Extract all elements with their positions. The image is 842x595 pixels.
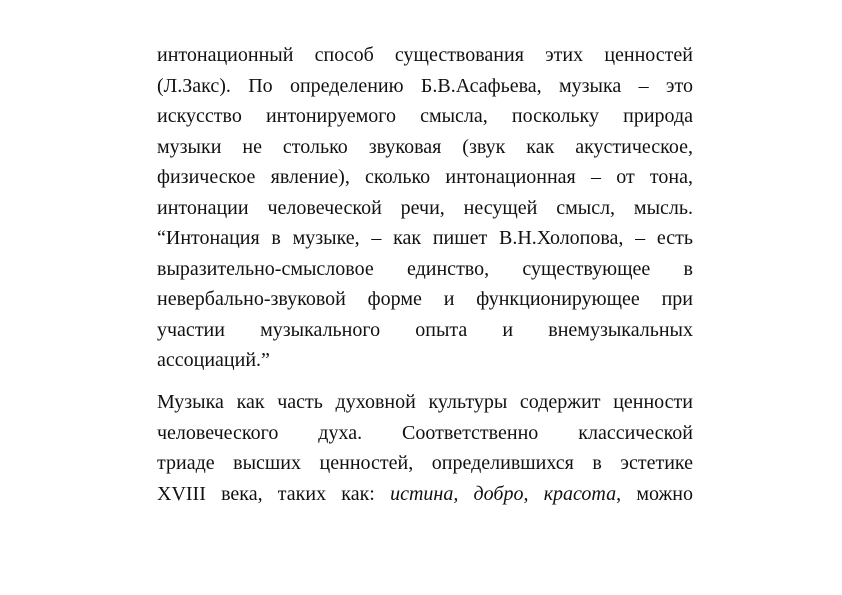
text-line: ассоциаций.” bbox=[157, 349, 270, 371]
text-line: интонации человеческой речи, несущей смысл, мысль. bbox=[157, 196, 693, 219]
text-segment: XVIII века, таких как: bbox=[157, 482, 391, 505]
text-line: физическое явление), сколько интонационная – от тона, bbox=[157, 166, 693, 188]
paragraph-2 bbox=[157, 387, 693, 509]
text-line: человеческого духа. Соответственно классической bbox=[157, 421, 693, 444]
italic-term-truth: истина, bbox=[390, 482, 459, 505]
text-line: “Интонация в музыке, – как пишет В.Н.Холопова, – есть bbox=[157, 227, 693, 249]
text-line: интонационный способ существования этих ценностей bbox=[157, 44, 693, 66]
italic-term-beauty: красота bbox=[543, 482, 617, 505]
text-line: участии музыкального опыта и внемузыкальных bbox=[157, 318, 693, 341]
text-line: невербально-звуковой форме и функционирующее при bbox=[157, 288, 693, 310]
text-line: искусство интонируемого смысла, поскольку природа bbox=[157, 105, 693, 127]
text-line: Музыка как часть духовной культуры содержит ценности bbox=[157, 391, 693, 413]
text-segment bbox=[458, 483, 473, 505]
paragraph-1 bbox=[157, 40, 693, 376]
text-line: (Л.Закс). По определению Б.В.Асафьева, музыка – это bbox=[157, 74, 693, 97]
text-line: выразительно-смысловое единство, существующее в bbox=[157, 257, 693, 280]
text-segment: , можно bbox=[616, 482, 694, 505]
text-line: триаде высших ценностей, определившихся в эстетике bbox=[157, 452, 693, 474]
text-line-mixed bbox=[157, 479, 693, 510]
text-segment: , bbox=[523, 482, 544, 505]
text-line: музыки не столько звуковая (звук как акустическое, bbox=[157, 135, 693, 158]
italic-term-good: добро bbox=[473, 482, 524, 505]
